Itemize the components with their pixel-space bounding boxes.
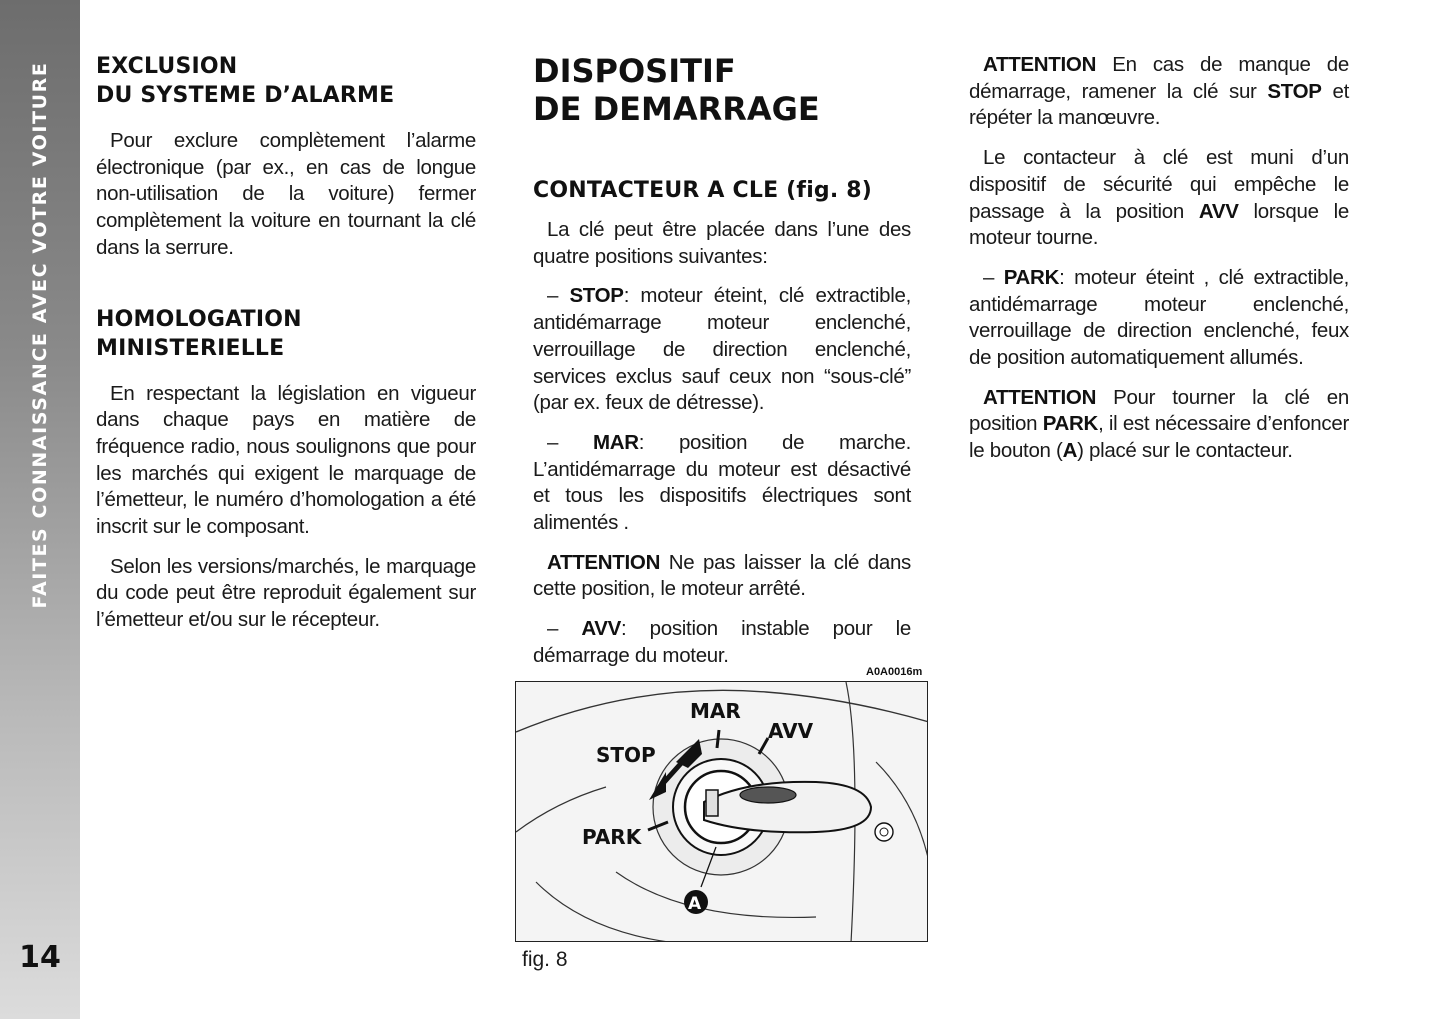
text-attention: Ne pas laisser la clé dans cette position, le moteur arrêté. bbox=[533, 550, 911, 601]
dashboard-contour bbox=[536, 882, 676, 942]
key-switch-illustration bbox=[516, 682, 928, 942]
term-attention: ATTENTION bbox=[547, 550, 661, 574]
key-emblem bbox=[740, 787, 796, 803]
text: En cas de manque de démarrage, ramener la clé sur bbox=[969, 53, 1349, 103]
text: Pour tourner la clé en position bbox=[969, 385, 1349, 436]
term-avv: AVV bbox=[1198, 199, 1239, 223]
text: et répéter la manœuvre. bbox=[969, 79, 1349, 130]
tick-mar bbox=[717, 730, 719, 748]
title-line: DISPOSITIF bbox=[533, 52, 736, 90]
paragraph-mar bbox=[533, 430, 911, 537]
term-a: A bbox=[1062, 439, 1078, 463]
label-park: PARK bbox=[582, 825, 642, 849]
dashboard-contour bbox=[616, 872, 816, 917]
heading-homologation bbox=[96, 305, 476, 363]
key-neck bbox=[706, 790, 718, 816]
label-avv: AVV bbox=[768, 719, 814, 743]
term-mar: MAR bbox=[592, 430, 639, 454]
text-mar: : position de marche. L’antidémarrage du moteur est désactivé et tous les dispositifs électriques sont alimentés . bbox=[533, 430, 912, 535]
text: Le contacteur à clé est muni d’un dispositif de sécurité qui empêche le passage à la position bbox=[969, 146, 1349, 223]
title-line: DE DEMARRAGE bbox=[533, 90, 820, 128]
heading-line: HOMOLOGATION bbox=[96, 306, 302, 332]
column-3 bbox=[969, 52, 1349, 478]
dashboard-contour bbox=[876, 762, 928, 862]
figure-code: A0A0016m bbox=[866, 666, 923, 678]
paragraph-alarm-exclusion: Pour exclure complètement l’alarme électronique (par ex., en cas de longue non-utilisation de la voiture) fermer complètement la voiture en tournant la clé dans la serrure. bbox=[96, 129, 476, 259]
section-title bbox=[533, 52, 911, 128]
paragraph-attention-park bbox=[969, 385, 1349, 465]
paragraph-code-marking: Selon les versions/marchés, le marquage du code peut être reproduit également sur l’émetteur et/ou sur le récepteur. bbox=[96, 554, 476, 632]
tick-avv bbox=[759, 738, 768, 754]
figure-caption: fig. 8 bbox=[522, 948, 568, 971]
sidebar-title: FAITES CONNAISSANCE AVEC VOTRE VOITURE bbox=[29, 61, 51, 609]
heading-line: MINISTERIELLE bbox=[96, 335, 285, 361]
paragraph-intro: La clé peut être placée dans l’une des quatre positions suivantes: bbox=[533, 218, 911, 268]
paragraph-safety-device bbox=[969, 145, 1349, 252]
label-mar: MAR bbox=[690, 699, 741, 723]
term-avv: AVV bbox=[581, 617, 622, 641]
term-attention: ATTENTION bbox=[983, 385, 1097, 409]
label-a: A bbox=[688, 894, 702, 914]
dash: – bbox=[547, 284, 570, 308]
heading-line: DU SYSTEME D’ALARME bbox=[96, 83, 395, 108]
text: , il est nécessaire d’enfoncer le bouton ( bbox=[969, 412, 1349, 463]
side-lock-inner bbox=[880, 828, 888, 836]
text-avv: : position instable pour le démarrage du moteur. bbox=[533, 617, 911, 667]
term-stop: STOP bbox=[1267, 79, 1322, 103]
text: lorsque le moteur tourne. bbox=[969, 199, 1349, 250]
term-stop: STOP bbox=[569, 284, 624, 308]
term-park: PARK bbox=[1003, 265, 1060, 289]
paragraph-homologation: En respectant la législation en vigueur dans chaque pays en matière de fréquence radio, nous soulignons que pour les marchés qui exigent le marquage de l’émetteur, le numéro d’homologation a été inscrit sur le composant. bbox=[96, 381, 476, 539]
sidebar bbox=[0, 0, 80, 1019]
paragraph-attention-start-failure bbox=[969, 52, 1349, 132]
paragraph-avv bbox=[533, 616, 911, 669]
term-park: PARK bbox=[1042, 412, 1099, 436]
page-number: 14 bbox=[19, 940, 61, 975]
dash: – bbox=[547, 617, 582, 641]
figure-key-switch bbox=[515, 681, 928, 942]
column-1 bbox=[96, 52, 476, 647]
term-attention: ATTENTION bbox=[983, 53, 1097, 76]
text-stop: : moteur éteint, clé extractible, antidémarrage moteur enclenché, verrouillage de direction enclenché, services exclus sauf ceux non “sous-clé” (par ex. feux de détresse). bbox=[533, 284, 911, 415]
subheading-key-switch: CONTACTEUR A CLE (fig. 8) bbox=[533, 178, 873, 203]
text-park: : moteur éteint , clé extractible, antidémarrage moteur enclenché, verrouillage de direction enclenché, feux de position automatiquement allumés. bbox=[969, 265, 1350, 370]
label-stop: STOP bbox=[596, 743, 656, 767]
heading-alarm-exclusion bbox=[96, 52, 476, 110]
paragraph-stop bbox=[533, 283, 911, 417]
paragraph-attention bbox=[533, 550, 911, 603]
column-2 bbox=[533, 52, 911, 683]
heading-line: EXCLUSION bbox=[96, 54, 238, 79]
text: ) placé sur le contacteur. bbox=[1077, 439, 1293, 463]
dash: – bbox=[983, 265, 1004, 289]
paragraph-park bbox=[969, 265, 1349, 372]
dash: – bbox=[547, 430, 593, 454]
